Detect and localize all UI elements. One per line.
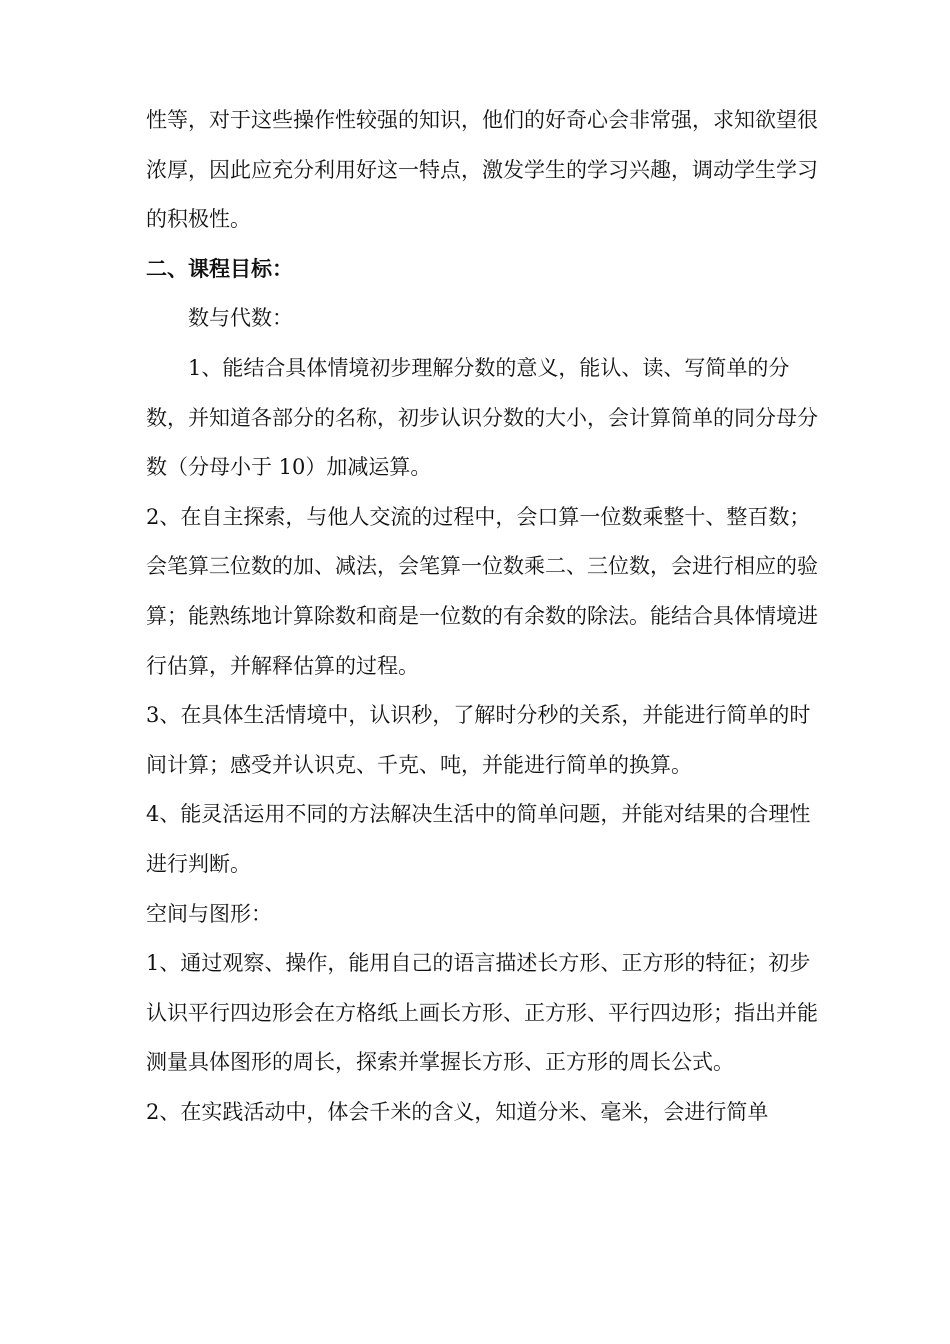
subsection-numbers-algebra: 数与代数：: [188, 306, 293, 331]
paragraph-shapes-goal-1: 1、通过观察、操作，能用自己的语言描述长方形、正方形的特征；初步认识平行四边形会在方格纸上画长方形、正方形、平行四边形；指出并能测量具体图形的周长，探索并掌握长方形、正方形的周长公式。: [146, 951, 818, 1075]
paragraph-goal-3-time-mass: 3、在具体生活情境中，认识秒，了解时分秒的关系，并能进行简单的时间计算；感受并认识克、千克、吨，并能进行简单的换算。: [146, 703, 811, 777]
paragraph-goal-4-problem-solving: 4、能灵活运用不同的方法解决生活中的简单问题，并能对结果的合理性进行判断。: [146, 802, 811, 876]
section-heading-course-goals: 二、课程目标：: [146, 256, 293, 281]
document-body: [146, 96, 818, 1137]
paragraph-intro-continued: 性等，对于这些操作性较强的知识，他们的好奇心会非常强，求知欲望很浓厚，因此应充分利用好这一特点，激发学生的学习兴趣，调动学生学习的积极性。: [146, 108, 818, 232]
subsection-space-shapes: 空间与图形：: [146, 901, 272, 926]
paragraph-goal-1-fractions: 1、能结合具体情境初步理解分数的意义，能认、读、写简单的分数，并知道各部分的名称，初步认识分数的大小，会计算简单的同分母分数（分母小于 10）加减运算。: [146, 355, 818, 480]
paragraph-shapes-goal-2: 2、在实践活动中，体会千米的含义，知道分米、毫米，会进行简单: [146, 1099, 769, 1124]
paragraph-goal-2-calculation: 2、在自主探索，与他人交流的过程中，会口算一位数乘整十、整百数；会笔算三位数的加、减法，会笔算一位数乘二、三位数，会进行相应的验算；能熟练地计算除数和商是一位数的有余数的除法。能结合具体情境进行估算，并解释估算的过程。: [146, 504, 818, 678]
